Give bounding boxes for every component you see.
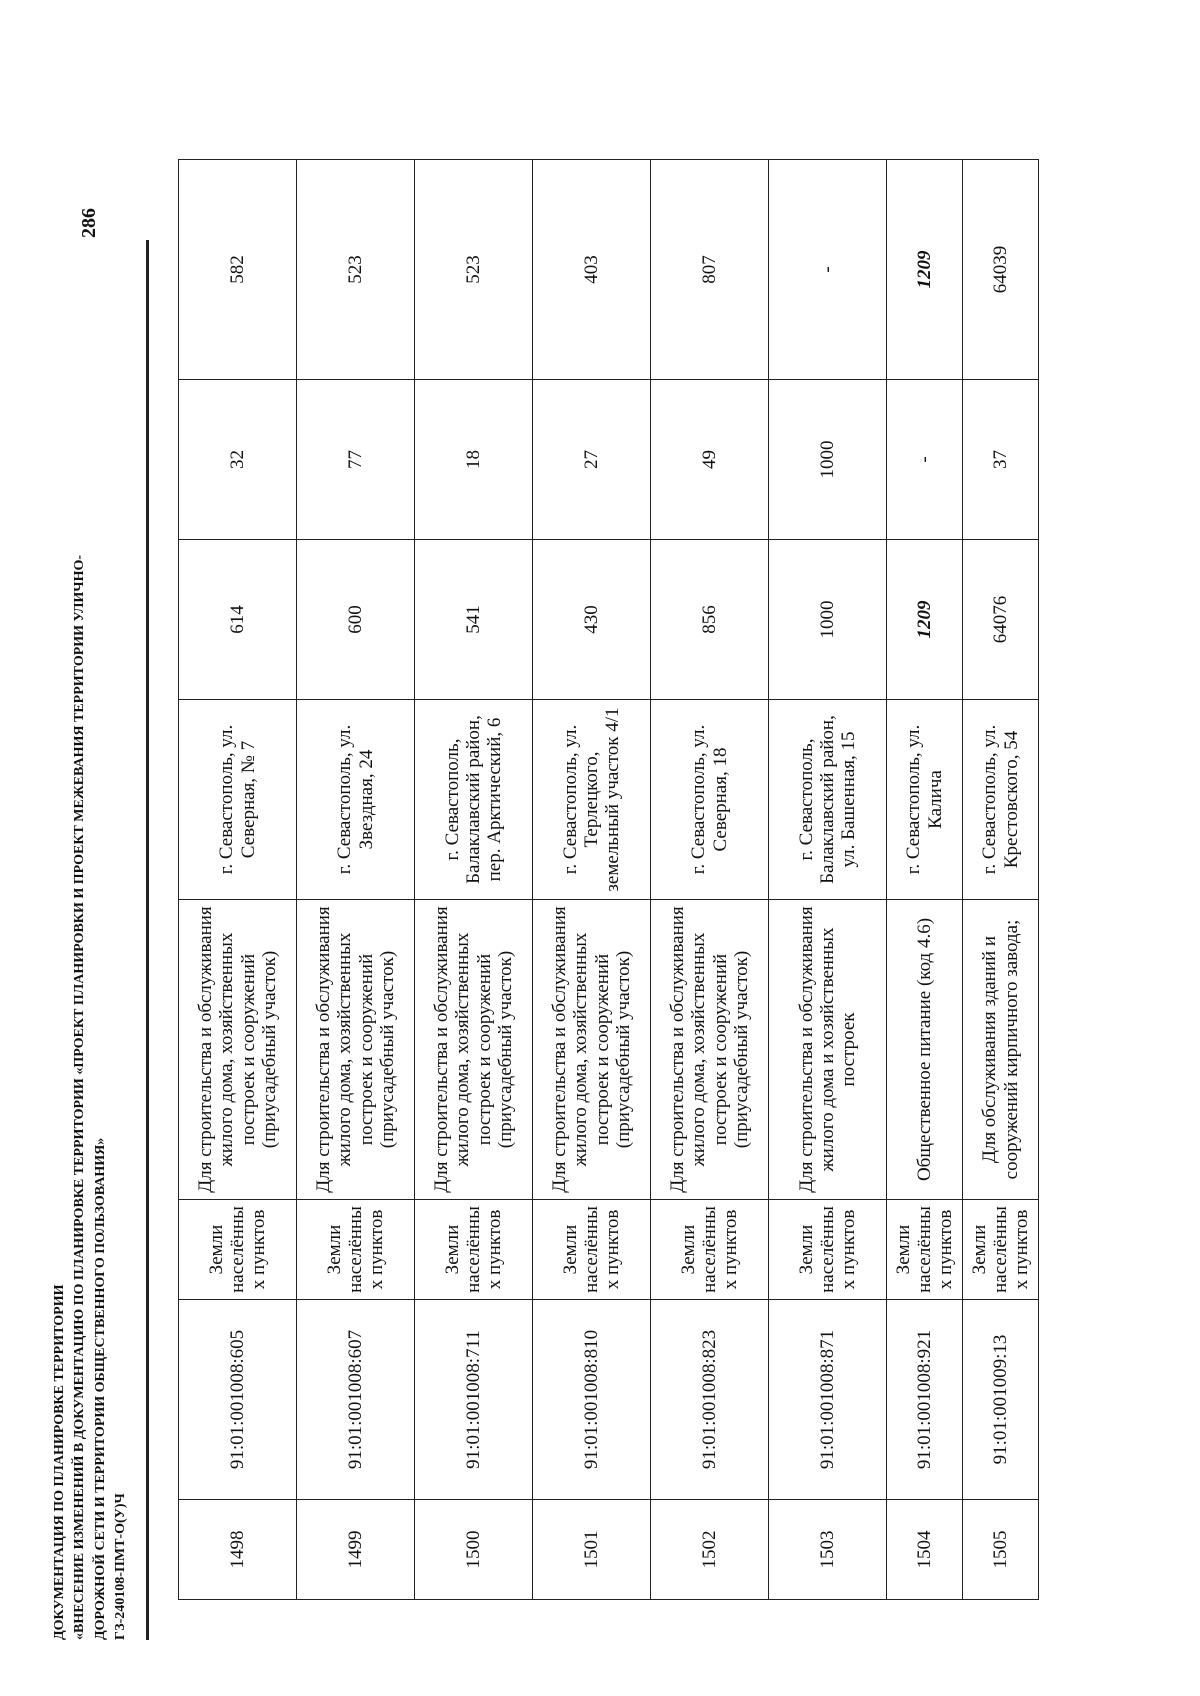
row-number: 1501: [533, 1500, 651, 1600]
area-total: 856: [651, 540, 769, 700]
land-category: Земли населённых пунктов: [533, 1200, 651, 1300]
address: г. Севастополь, Балаклавский район, пер. Арктический, 6: [415, 700, 533, 900]
row-number: 1498: [179, 1500, 297, 1600]
cadastral-number: 91:01:001009:13: [963, 1300, 1039, 1500]
permitted-use: Общественное питание (код 4.6): [887, 900, 963, 1200]
cadastral-number: 91:01:001008:823: [651, 1300, 769, 1500]
area-column-8: -: [769, 160, 887, 380]
area-total: 64076: [963, 540, 1039, 700]
header-line-1: ДОКУМЕНТАЦИЯ ПО ПЛАНИРОВКЕ ТЕРРИТОРИИ: [52, 1284, 67, 1640]
cadastral-number: 91:01:001008:871: [769, 1300, 887, 1500]
permitted-use: Для строительства и обслуживания жилого дома и хозяйственных построек: [769, 900, 887, 1200]
table-row: [769, 160, 887, 1600]
area-column-7: 18: [415, 380, 533, 540]
document-header: [50, 340, 131, 1640]
area-total: 430: [533, 540, 651, 700]
table-row: [297, 160, 415, 1600]
land-category: Земли населённых пунктов: [651, 1200, 769, 1300]
land-category: Земли населённых пунктов: [415, 1200, 533, 1300]
rotated-page: [50, 160, 1110, 1640]
area-column-7: 1000: [769, 380, 887, 540]
area-column-7: -: [887, 380, 963, 540]
permitted-use: Для обслуживания зданий и сооружений кирпичного завода;: [963, 900, 1039, 1200]
cadastral-number: 91:01:001008:605: [179, 1300, 297, 1500]
land-category: Земли населённых пунктов: [887, 1200, 963, 1300]
row-number: 1503: [769, 1500, 887, 1600]
row-number: 1500: [415, 1500, 533, 1600]
area-column-7: 27: [533, 380, 651, 540]
land-category: Земли населённых пунктов: [769, 1200, 887, 1300]
cadastral-number: 91:01:001008:607: [297, 1300, 415, 1500]
area-column-7: 37: [963, 380, 1039, 540]
area-column-8: 523: [297, 160, 415, 380]
area-column-8: 523: [415, 160, 533, 380]
area-column-8: 1209: [887, 160, 963, 380]
table-row: [179, 160, 297, 1600]
land-category: Земли населённых пунктов: [297, 1200, 415, 1300]
table-row: [533, 160, 651, 1600]
address: г. Севастополь, ул. Звездная, 24: [297, 700, 415, 900]
area-column-7: 49: [651, 380, 769, 540]
area-column-8: 807: [651, 160, 769, 380]
area-column-7: 32: [179, 380, 297, 540]
cadastral-number: 91:01:001008:921: [887, 1300, 963, 1500]
header-line-4: ГЗ-240108-ПМТ-О(У)Ч: [112, 1493, 128, 1640]
area-total: 1209: [887, 540, 963, 700]
area-total: 614: [179, 540, 297, 700]
address: г. Севастополь, ул. Северная, № 7: [179, 700, 297, 900]
area-total: 541: [415, 540, 533, 700]
permitted-use: Для строительства и обслуживания жилого дома, хозяйственных построек и сооружений (приусадебный участок): [297, 900, 415, 1200]
page-number: 286: [78, 208, 100, 238]
parcels-table: [178, 159, 1039, 1600]
header-line-3: ДОРОЖНОЙ СЕТИ И ТЕРРИТОРИИ ОБЩЕСТВЕННОГО ПОЛЬЗОВАНИЯ»: [92, 1137, 108, 1640]
cadastral-number: 91:01:001008:711: [415, 1300, 533, 1500]
header-line-2: «ВНЕСЕНИЕ ИЗМЕНЕНИЙ В ДОКУМЕНТАЦИЮ ПО ПЛАНИРОВКЕ ТЕРРИТОРИИ «ПРОЕКТ ПЛАНИРОВКИ И ПРОЕКТ МЕЖЕВАНИЯ ТЕРРИТОРИИ УЛИЧНО-: [72, 554, 88, 1640]
area-column-8: 64039: [963, 160, 1039, 380]
permitted-use: Для строительства и обслуживания жилого дома, хозяйственных построек и сооружений (приусадебный участок): [415, 900, 533, 1200]
address: г. Севастополь, ул. Северная, 18: [651, 700, 769, 900]
address: г. Севастополь, ул. Крестовского, 54: [963, 700, 1039, 900]
address: г. Севастополь, Балаклавский район, ул. Башенная, 15: [769, 700, 887, 900]
area-column-8: 403: [533, 160, 651, 380]
permitted-use: Для строительства и обслуживания жилого дома, хозяйственных построек и сооружений (приусадебный участок): [651, 900, 769, 1200]
permitted-use: Для строительства и обслуживания жилого дома, хозяйственных построек и сооружений (приусадебный участок): [179, 900, 297, 1200]
table-row: [963, 160, 1039, 1600]
permitted-use: Для строительства и обслуживания жилого дома, хозяйственных построек и сооружений (приусадебный участок): [533, 900, 651, 1200]
area-column-8: 582: [179, 160, 297, 380]
address: г. Севастополь, ул. Терлецкого, земельный участок 4/1: [533, 700, 651, 900]
land-category: Земли населённых пунктов: [963, 1200, 1039, 1300]
cadastral-number: 91:01:001008:810: [533, 1300, 651, 1500]
row-number: 1504: [887, 1500, 963, 1600]
row-number: 1499: [297, 1500, 415, 1600]
parcels-table-wrapper: [178, 160, 1039, 1600]
row-number: 1505: [963, 1500, 1039, 1600]
header-divider: [146, 240, 149, 1640]
table-row: [651, 160, 769, 1600]
area-column-7: 77: [297, 380, 415, 540]
table-row: [415, 160, 533, 1600]
area-total: 600: [297, 540, 415, 700]
row-number: 1502: [651, 1500, 769, 1600]
area-total: 1000: [769, 540, 887, 700]
address: г. Севастополь, ул. Калича: [887, 700, 963, 900]
land-category: Земли населённых пунктов: [179, 1200, 297, 1300]
table-row: [887, 160, 963, 1600]
